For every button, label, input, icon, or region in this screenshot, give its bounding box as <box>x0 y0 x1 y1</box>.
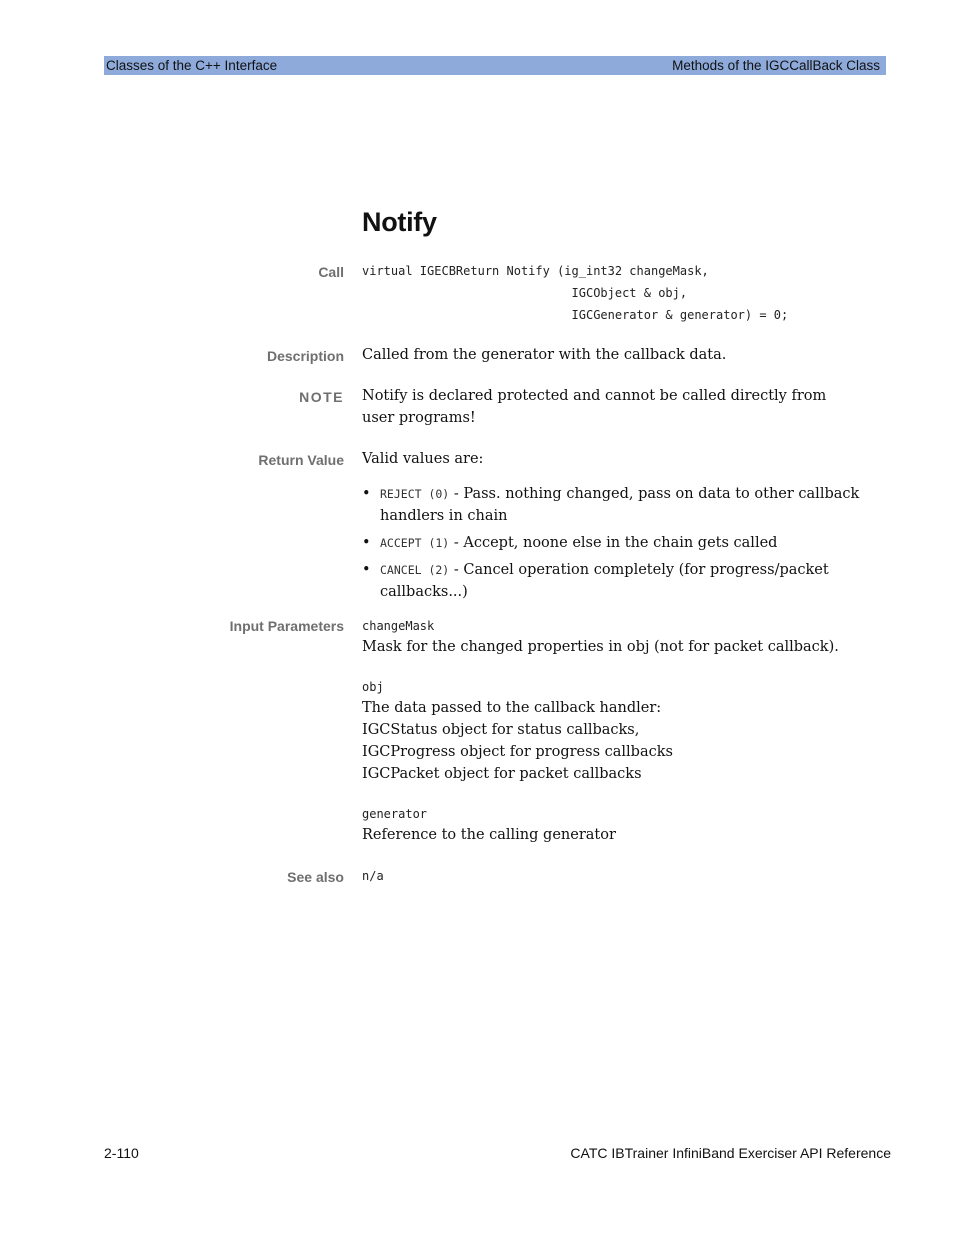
param-name-generator: generator <box>362 807 428 821</box>
label-call: Call <box>318 264 344 280</box>
label-see-also: See also <box>287 869 344 885</box>
return-value-list <box>362 483 862 608</box>
return-keyword: ACCEPT (1) <box>380 536 450 550</box>
list-item: • CANCEL (2) - Cancel operation completely (for progress/packet callbacks...) <box>362 562 829 600</box>
label-description: Description <box>266 348 344 364</box>
param-name-changemask: changeMask <box>362 619 435 633</box>
see-also-value: n/a <box>362 869 384 883</box>
return-keyword: REJECT (0) <box>380 487 450 501</box>
label-return-value: Return Value <box>258 452 344 468</box>
list-item: • REJECT (0) - Pass. nothing changed, pass on data to other callback handlers in chain <box>362 486 860 524</box>
note-text: Notify is declared protected and cannot be called directly from user programs! <box>362 388 827 426</box>
header-topic-title: Methods of the IGCCallBack Class <box>672 58 880 73</box>
label-note: NOTE <box>299 389 344 405</box>
param-desc-obj-line-4: IGCPacket object for packet callbacks <box>362 766 642 782</box>
return-keyword: CANCEL (2) <box>380 563 450 577</box>
return-description: - Accept, noone else in the chain gets called <box>449 535 778 551</box>
return-value-intro: Valid values are: <box>362 451 484 467</box>
document-title: CATC IBTrainer InfiniBand Exerciser API Reference <box>570 1145 891 1161</box>
return-description: - Cancel operation completely (for progress/packet callbacks...) <box>380 562 829 600</box>
list-item: • ACCEPT (1) - Accept, noone else in the chain gets called <box>362 535 778 551</box>
header-section-title: Classes of the C++ Interface <box>106 58 278 73</box>
param-desc-obj-line-2: IGCStatus object for status callbacks, <box>362 722 640 738</box>
param-name-obj: obj <box>362 680 384 694</box>
param-desc-obj-line-3: IGCProgress object for progress callbacks <box>362 744 673 760</box>
page-number: 2-110 <box>104 1145 139 1161</box>
description-text: Called from the generator with the callback data. <box>362 347 727 363</box>
call-signature-line-1: virtual IGECBReturn Notify (ig_int32 changeMask, <box>362 264 709 278</box>
label-input-parameters: Input Parameters <box>229 618 344 634</box>
running-header <box>104 56 886 75</box>
call-signature-line-2: IGCObject & obj, <box>362 286 688 300</box>
page-title: Notify <box>362 207 437 237</box>
return-description: - Pass. nothing changed, pass on data to other callback handlers in chain <box>380 486 860 524</box>
param-desc-changemask: Mask for the changed properties in obj (not for packet callback). <box>362 639 839 655</box>
param-desc-generator: Reference to the calling generator <box>362 827 616 843</box>
param-desc-obj-line-1: The data passed to the callback handler: <box>362 700 662 716</box>
call-signature-line-3: IGCGenerator & generator) = 0; <box>362 308 789 322</box>
